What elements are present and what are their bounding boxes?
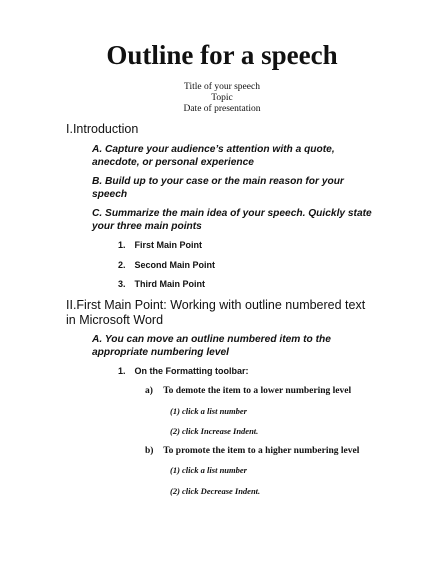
document-title: Outline for a speech xyxy=(106,40,338,70)
outline-item-b: B. Build up to your case or the main reason for your speech xyxy=(92,176,344,200)
promote-substep-2: (2) click Decrease Indent. xyxy=(170,486,261,496)
list-number: 3. xyxy=(118,279,126,289)
list-text: First Main Point xyxy=(134,240,203,250)
section-heading-first-main-point: II.First Main Point: Working with outline numbered text in Microsoft Word xyxy=(66,298,366,327)
promote-substep-1: (1) click a list number xyxy=(170,465,247,475)
list-letter: a) xyxy=(145,386,153,396)
list-text: To demote the item to a lower numbering level xyxy=(163,386,352,396)
outline-item-a-section2: A. You can move an outline numbered item to the appropriate numbering level xyxy=(92,334,331,358)
demote-step xyxy=(145,386,405,397)
list-text: To promote the item to a higher numbering level xyxy=(163,446,360,456)
outline-item-a: A. Capture your audience’s attention with a quote, anecdote, or personal experience xyxy=(92,144,335,168)
demote-substep-2: (2) click Increase Indent. xyxy=(170,426,259,436)
demote-substep-1: (1) click a list number xyxy=(170,406,247,416)
outline-item-c: C. Summarize the main idea of your speech. Quickly state your three main points xyxy=(92,208,372,232)
list-number: 2. xyxy=(118,260,126,270)
main-point-1 xyxy=(118,240,378,251)
list-letter: b) xyxy=(145,446,154,456)
meta-date: Date of presentation xyxy=(183,104,261,114)
main-point-3 xyxy=(118,279,378,290)
formatting-toolbar-step xyxy=(118,366,378,377)
list-text: Second Main Point xyxy=(134,260,216,270)
meta-topic: Topic xyxy=(211,93,233,103)
list-text: On the Formatting toolbar: xyxy=(134,366,249,376)
promote-step xyxy=(145,446,405,457)
meta-speech-title: Title of your speech xyxy=(184,82,260,92)
list-text: Third Main Point xyxy=(134,279,206,289)
main-point-2 xyxy=(118,260,378,271)
list-number: 1. xyxy=(118,366,126,376)
list-number: 1. xyxy=(118,240,126,250)
section-heading-introduction: I.Introduction xyxy=(66,122,139,136)
